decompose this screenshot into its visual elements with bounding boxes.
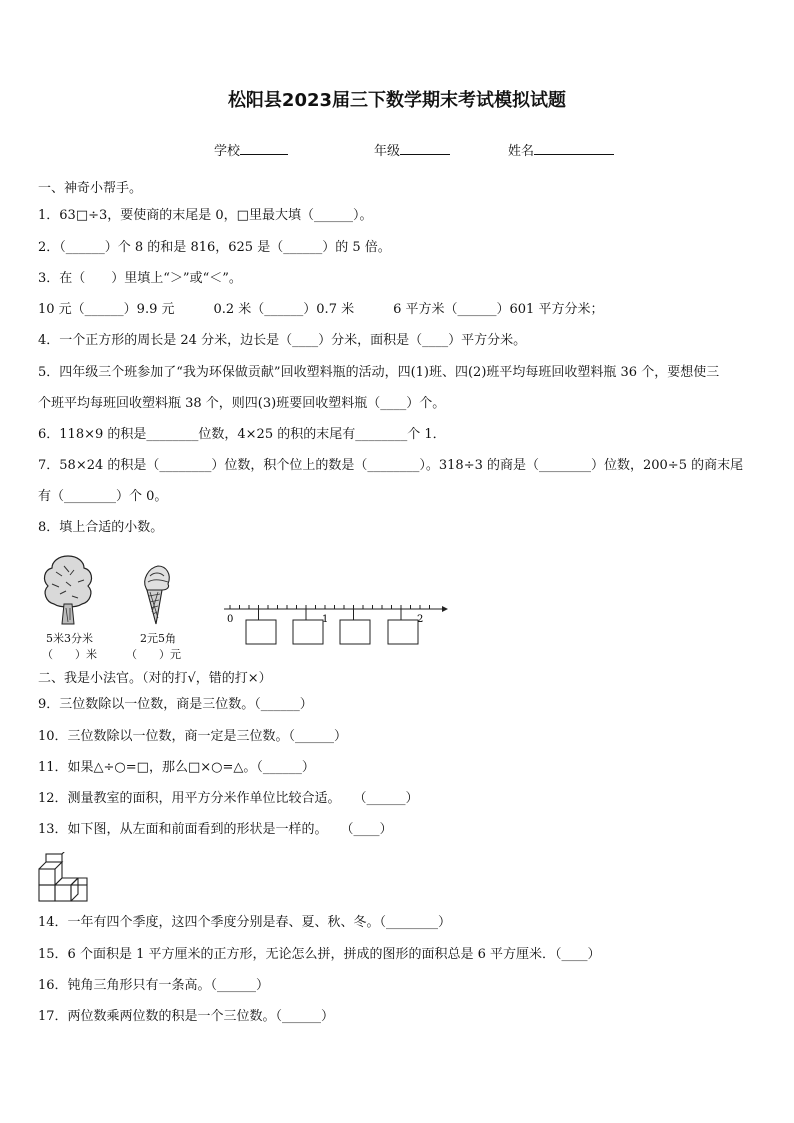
grade-blank[interactable] bbox=[400, 141, 450, 155]
grade-label: 年级 bbox=[374, 144, 401, 159]
tree-answer-blank[interactable]: （ ）米 bbox=[42, 648, 97, 661]
question-3: 3．在（ ）里填上“＞”或“＜”。 bbox=[38, 271, 242, 286]
question-5-cont: 个班平均每班回收塑料瓶 38 个，则四(3)班要回收塑料瓶（____）个。 bbox=[38, 396, 446, 411]
question-14: 14．一年有四个季度，这四个季度分别是春、夏、秋、冬。（________） bbox=[38, 915, 452, 930]
name-field bbox=[508, 140, 614, 159]
question-10: 10．三位数除以一位数，商一定是三位数。（______） bbox=[38, 729, 348, 744]
question-13: 13．如下图，从左面和前面看到的形状是一样的。 （____） bbox=[38, 822, 393, 837]
question-11: 11．如果△÷○=□，那么□×○=△。（______） bbox=[38, 760, 315, 775]
cube-stack-figure bbox=[38, 852, 90, 902]
number-line-label-0: 0 bbox=[227, 614, 234, 625]
name-blank[interactable] bbox=[534, 141, 614, 155]
number-line-figure bbox=[220, 596, 450, 650]
question-15: 15．6 个面积是 1 平方厘米的正方形，无论怎么拼，拼成的图形的面积总是 6 平方厘米．（____） bbox=[38, 947, 601, 962]
section-1-heading: 一、神奇小帮手。 bbox=[38, 181, 143, 196]
question-1: 1．63□÷3，要使商的末尾是 0，□里最大填（______）。 bbox=[38, 208, 373, 223]
school-label: 学校 bbox=[214, 144, 241, 159]
question-4: 4．一个正方形的周长是 24 分米，边长是（____）分米，面积是（____）平方分米。 bbox=[38, 333, 527, 348]
question-2: 2．（______）个 8 的和是 816，625 是（______）的 5 倍。 bbox=[38, 240, 391, 255]
question-6: 6．118×9 的积是________位数，4×25 的积的末尾有________个 1． bbox=[38, 427, 446, 442]
school-field bbox=[214, 140, 288, 159]
question-9: 9．三位数除以一位数，商是三位数。（______） bbox=[38, 697, 313, 712]
tree-caption: 5米3分米 bbox=[46, 632, 93, 645]
grade-field bbox=[374, 140, 450, 159]
page-title: 松阳县2023届三下数学期末考试模拟试题 bbox=[227, 90, 567, 111]
school-blank[interactable] bbox=[240, 141, 288, 155]
question-7-cont: 有（________）个 0。 bbox=[38, 489, 168, 504]
section-2-heading: 二、我是小法官。（对的打√，错的打×） bbox=[38, 671, 272, 686]
number-line-label-1: 1 bbox=[322, 614, 329, 625]
question-8: 8．填上合适的小数。 bbox=[38, 520, 164, 535]
question-3-items: 10 元（______）9.9 元 0.2 米（______）0.7 米 6 平方米（______）601 平方分米； bbox=[38, 302, 604, 317]
question-17: 17．两位数乘两位数的积是一个三位数。（______） bbox=[38, 1009, 335, 1024]
name-label: 姓名 bbox=[508, 144, 535, 159]
question-16: 16．钝角三角形只有一条高。（______） bbox=[38, 978, 270, 993]
question-5: 5．四年级三个班参加了“我为环保做贡献”回收塑料瓶的活动，四(1)班、四(2)班平均每班回收塑料瓶 36 个，要想使三 bbox=[38, 365, 720, 380]
question-7: 7．58×24 的积是（________）位数，积个位上的数是（________）。318÷3 的商是（________）位数，200÷5 的商末尾 bbox=[38, 458, 744, 473]
ice-cream-answer-blank[interactable]: （ ）元 bbox=[126, 648, 181, 661]
ice-cream-caption: 2元5角 bbox=[140, 632, 176, 645]
question-12: 12．测量教室的面积，用平方分米作单位比较合适。 （______） bbox=[38, 791, 419, 806]
number-line-answer-boxes[interactable] bbox=[246, 609, 418, 644]
ice-cream-figure bbox=[138, 562, 176, 628]
number-line-ticks bbox=[230, 605, 430, 609]
tree-figure bbox=[38, 552, 98, 630]
number-line-label-2: 2 bbox=[417, 614, 424, 625]
